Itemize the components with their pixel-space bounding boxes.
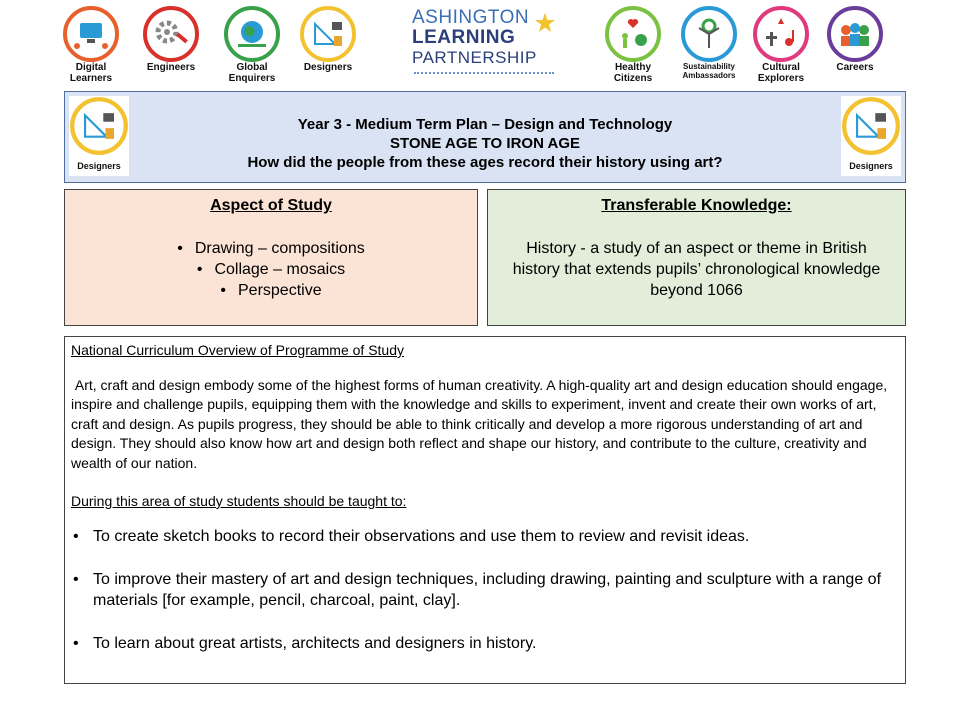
healthy-citizens-icon <box>605 6 661 62</box>
aspect-title: Aspect of Study <box>210 197 332 214</box>
header-badge-label: Designers <box>77 161 121 171</box>
header-badge-label: Designers <box>849 161 893 171</box>
list-item: • Perspective <box>65 280 477 301</box>
header-text <box>185 115 785 172</box>
badge-cultural-explorers <box>748 6 814 84</box>
list-item: • Collage – mosaics <box>65 259 477 280</box>
badge-sustainability-ambassadors <box>674 6 744 80</box>
badge-label: Engineers <box>146 62 196 73</box>
badge-careers <box>822 6 888 73</box>
badge-healthy-citizens <box>600 6 666 84</box>
engineers-icon <box>143 6 199 62</box>
designers-icon <box>300 6 356 62</box>
header-designers-badge-left <box>69 96 129 176</box>
plan-header <box>64 91 906 183</box>
list-item: • To create sketch books to record their observations and use them to review and revisit ideas. <box>71 526 899 547</box>
cultural-explorers-icon <box>753 6 809 62</box>
curriculum-points <box>71 526 899 654</box>
badge-label: Healthy Citizens <box>613 62 653 84</box>
badge-digital-learners <box>56 6 126 84</box>
sustainability-icon <box>681 6 737 62</box>
list-item: • To improve their mastery of art and design techniques, including drawing, painting and sculpture with a range of materials [for example, pencil, charcoal, paint, clay]. <box>71 569 899 611</box>
topic-title: STONE AGE TO IRON AGE <box>389 135 581 152</box>
badge-designers <box>296 6 360 73</box>
designers-icon <box>841 96 901 156</box>
list-item: • Drawing – compositions <box>65 238 477 259</box>
logo-line-2: LEARNING <box>412 27 516 48</box>
badge-engineers <box>136 6 206 73</box>
transferable-knowledge-panel <box>487 189 906 326</box>
curriculum-title: National Curriculum Overview of Programme of Study <box>71 342 405 358</box>
badge-label: Careers <box>836 62 874 73</box>
logo-dotted-rule <box>414 72 554 74</box>
star-icon <box>534 12 556 34</box>
header-designers-badge-right <box>841 96 901 176</box>
aspect-list <box>65 238 477 301</box>
page-title: Year 3 - Medium Term Plan – Design and Technology <box>297 116 673 133</box>
digital-learners-icon <box>63 6 119 62</box>
transferable-text: History - a study of an aspect or theme in British history that extends pupils’ chronological knowledge beyond 1066 <box>512 240 881 299</box>
curriculum-subtitle: During this area of study students should be taught to: <box>71 493 407 509</box>
badge-label: Digital Learners <box>69 62 113 84</box>
global-enquirers-icon <box>224 6 280 62</box>
badge-label: Cultural Explorers <box>757 62 805 84</box>
logo-line-1: ASHINGTON <box>412 7 530 28</box>
badge-label: Sustainability Ambassadors <box>682 62 736 80</box>
designers-icon <box>69 96 129 156</box>
badge-global-enquirers <box>217 6 287 84</box>
badge-label: Designers <box>303 62 353 73</box>
key-question: How did the people from these ages record their history using art? <box>247 154 723 171</box>
aspect-of-study-panel <box>64 189 478 326</box>
careers-icon <box>827 6 883 62</box>
transferable-title: Transferable Knowledge: <box>601 197 792 214</box>
curriculum-paragraph: Art, craft and design embody some of the highest forms of human creativity. A high-quality art and design education should engage, inspire and challenge pupils, equipping them with the knowledge and skills to experiment, invent and create their own works of art, craft and design. As pupils progress, they should be able to think critically and develop a more rigorous understanding of art and design. They should also know how art and design both reflect and shape our history, and contribute to the culture, creativity and wealth of our nation. <box>71 376 892 471</box>
ashington-learning-partnership-logo <box>412 8 560 78</box>
badge-label: Global Enquirers <box>228 62 276 84</box>
national-curriculum-box <box>64 336 906 684</box>
list-item: • To learn about great artists, architects and designers in history. <box>71 633 899 654</box>
logo-line-3: PARTNERSHIP <box>412 48 537 67</box>
